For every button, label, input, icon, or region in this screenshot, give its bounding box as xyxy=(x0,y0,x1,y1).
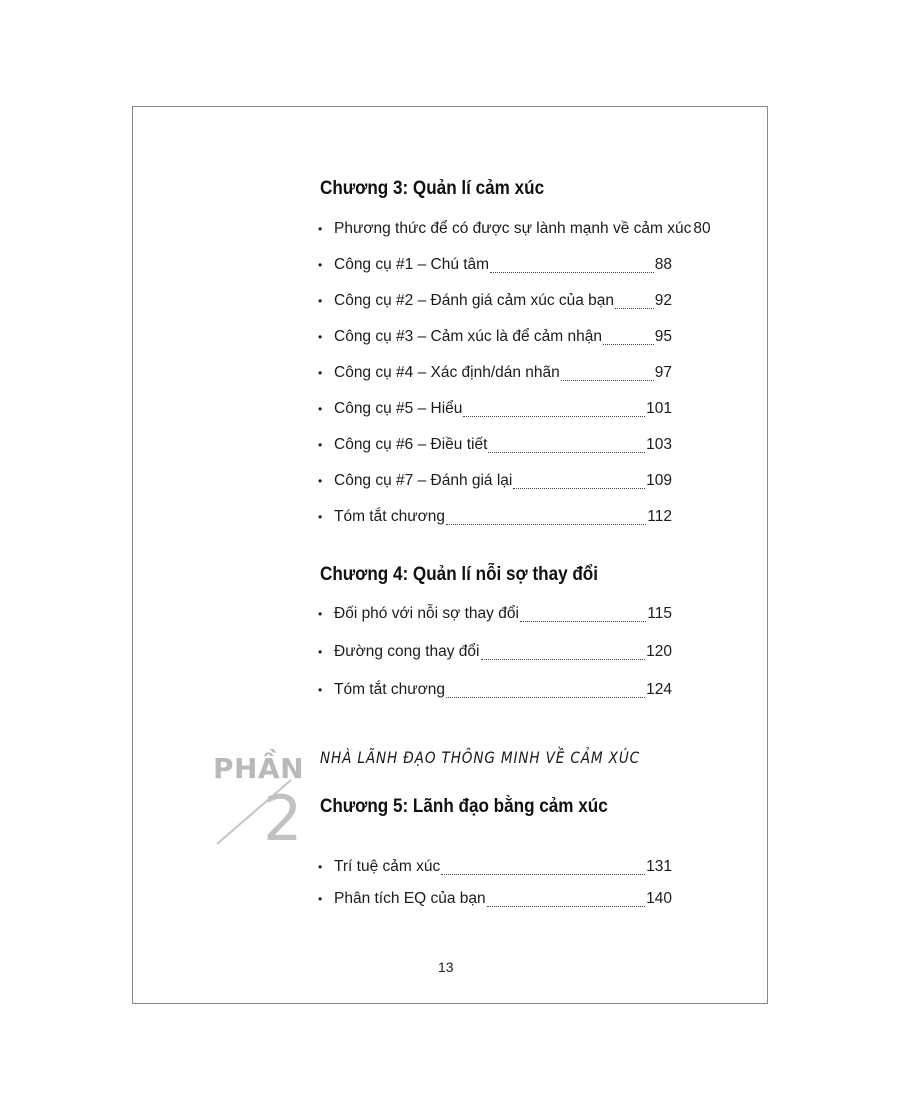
dot-leader xyxy=(463,415,645,417)
part-word: PHẦN xyxy=(213,752,305,785)
toc-entry xyxy=(318,605,672,627)
entry-label: Công cụ #5 – Hiểu xyxy=(334,400,463,417)
dot-leader xyxy=(487,905,645,907)
bullet-icon: • xyxy=(318,438,323,452)
bullet-icon: • xyxy=(318,402,323,416)
bullet-icon: • xyxy=(318,222,323,236)
toc-entry xyxy=(318,292,672,314)
dot-leader xyxy=(513,487,645,489)
toc-entry xyxy=(318,681,672,703)
dot-leader xyxy=(441,873,645,875)
bullet-icon: • xyxy=(318,330,323,344)
page-number: 13 xyxy=(438,959,454,975)
entry-page-number: 92 xyxy=(654,292,672,309)
toc-entry xyxy=(318,400,672,422)
dot-leader xyxy=(446,523,646,525)
entry-page-number: 80 xyxy=(693,220,711,237)
part-number: 2 xyxy=(263,782,303,855)
entry-page-number: 131 xyxy=(646,858,672,875)
entry-label: Phân tích EQ của bạn xyxy=(334,890,486,907)
entry-page-number: 101 xyxy=(646,400,672,417)
bullet-icon: • xyxy=(318,683,323,697)
entry-page-number: 109 xyxy=(646,472,672,489)
chapter-3-heading: Chương 3: Quản lí cảm xúc xyxy=(320,178,545,199)
toc-entry xyxy=(318,858,672,880)
toc-entry xyxy=(318,890,672,912)
entry-page-number: 115 xyxy=(647,605,672,622)
part-2-marker xyxy=(213,752,313,862)
entry-page-number: 97 xyxy=(654,364,672,381)
toc-entry xyxy=(318,220,711,242)
toc-entry xyxy=(318,508,672,530)
bullet-icon: • xyxy=(318,607,323,621)
entry-page-number: 103 xyxy=(646,436,672,453)
entry-page-number: 95 xyxy=(654,328,672,345)
entry-label: Công cụ #4 – Xác định/dán nhãn xyxy=(334,364,560,381)
dot-leader xyxy=(615,307,654,309)
entry-page-number: 120 xyxy=(646,643,672,660)
entry-label: Công cụ #3 – Cảm xúc là để cảm nhận xyxy=(334,328,602,345)
chapter-4-heading: Chương 4: Quản lí nỗi sợ thay đổi xyxy=(320,564,599,585)
entry-label: Công cụ #6 – Điều tiết xyxy=(334,436,488,453)
entry-label: Tóm tắt chương xyxy=(334,508,445,525)
entry-label: Công cụ #7 – Đánh giá lại xyxy=(334,472,513,489)
toc-entry xyxy=(318,472,672,494)
dot-leader xyxy=(446,696,645,698)
bullet-icon: • xyxy=(318,510,323,524)
toc-entry xyxy=(318,643,672,665)
toc-entry xyxy=(318,256,672,278)
entry-label: Trí tuệ cảm xúc xyxy=(334,858,441,875)
dot-leader xyxy=(481,658,646,660)
entry-label: Công cụ #1 – Chú tâm xyxy=(334,256,490,273)
entry-label: Đối phó với nỗi sợ thay đổi xyxy=(334,605,519,622)
bullet-icon: • xyxy=(318,860,323,874)
bullet-icon: • xyxy=(318,258,323,272)
toc-entry xyxy=(318,436,672,458)
entry-label: Đường cong thay đổi xyxy=(334,643,480,660)
entry-page-number: 140 xyxy=(646,890,672,907)
toc-entry xyxy=(318,364,672,386)
chapter-5-heading: Chương 5: Lãnh đạo bằng cảm xúc xyxy=(320,796,608,817)
part-2-title: NHÀ LÃNH ĐẠO THÔNG MINH VỀ CẢM XÚC xyxy=(320,748,640,767)
dot-leader xyxy=(488,451,645,453)
dot-leader xyxy=(603,343,654,345)
toc-entry xyxy=(318,328,672,350)
bullet-icon: • xyxy=(318,294,323,308)
entry-page-number: 124 xyxy=(646,681,672,698)
entry-page-number: 88 xyxy=(654,256,672,273)
bullet-icon: • xyxy=(318,366,323,380)
bullet-icon: • xyxy=(318,645,323,659)
entry-label: Công cụ #2 – Đánh giá cảm xúc của bạn xyxy=(334,292,615,309)
dot-leader xyxy=(561,379,654,381)
dot-leader xyxy=(490,271,654,273)
entry-label: Phương thức để có được sự lành mạnh về cảm xúc xyxy=(334,220,692,237)
dot-leader xyxy=(520,620,646,622)
entry-label: Tóm tắt chương xyxy=(334,681,445,698)
bullet-icon: • xyxy=(318,892,323,906)
bullet-icon: • xyxy=(318,474,323,488)
entry-page-number: 112 xyxy=(647,508,672,525)
